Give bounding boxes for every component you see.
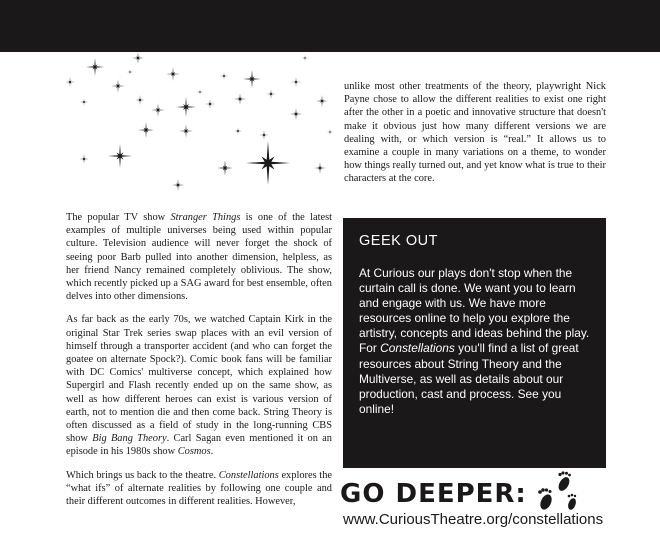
star-shape (86, 58, 104, 76)
star-shape (65, 77, 75, 87)
star-shape (132, 52, 144, 64)
star-shape (234, 93, 246, 105)
footprints-icon (532, 470, 582, 514)
text: The popular TV show (66, 212, 171, 223)
text: is one of the latest examples of multiple universes being used within popular culture. Television audience will never forget the shock of seeing poor Barb pulled into another dimension, helpless, as her friend Nancy remained completely oblivious. The show, which recently picked up a SAG award for best ensemble, often delves into other dimensions. (66, 212, 333, 303)
star-shape (197, 89, 203, 95)
text: As far back as the early 70s, we watched Captain Kirk in the original Star Trek series swap places with an evil version of himself through a transporter accident (and who can forget the goatee on alternate Spock?). Comic book fans will be familiar with DC Comics' multiverse concept, which explained how Supergirl and Flash recently ended up on the same show, as well as how different heroes can exist is various version of earth, not to mention die and then come back. String Theory is often discussed as a field of study in the long-running CBS show (66, 314, 332, 445)
text: . (210, 446, 214, 458)
star-shape (111, 79, 125, 93)
right-article-column (344, 80, 606, 196)
star-shape (246, 141, 290, 185)
star-shape (127, 69, 133, 75)
paragraph-constellations (66, 469, 332, 509)
paragraph-star-trek (66, 313, 332, 458)
star-shape (80, 98, 88, 106)
text: At Curious our plays don't stop when the curtain call is done. We want you to learn and engage with us. We have more resources online to help you explore the artistry, concepts and ideas behind the play. For (359, 266, 590, 356)
star-shape (259, 130, 269, 140)
website-url[interactable]: www.CuriousTheatre.org/constellations (343, 511, 604, 528)
star-shape (166, 67, 180, 81)
text: . Carl Sagan even mentioned it on an episode in his 1980s show (66, 433, 332, 458)
star-shape (179, 124, 193, 138)
star-shape (151, 103, 165, 117)
star-shape (79, 154, 89, 164)
paragraph-nick-payne: unlike most other treatments of the theory, playwright Nick Payne chose to allow the different realities to exist one right after the other in a poetic and innovative structure that doesn't make it obvious just how many different versions we are dealing with, or which version is “real.” It allows us to examine a couple in many variations on a theme, to wonder how things really turned out, and yet know what is true to their characters at the core. (344, 81, 606, 185)
star-shape (135, 95, 145, 105)
show-title: Cosmos (177, 446, 211, 458)
show-title: Stranger Things (170, 212, 241, 223)
text: explores the “what ifs” of alternate realities by following one couple and their different outcomes in different realities. However, (66, 469, 332, 508)
play-title: Constellations (380, 341, 455, 356)
star-shape (220, 72, 228, 80)
star-shape (316, 95, 328, 107)
star-shape (266, 89, 276, 99)
text: Which brings us back to the theatre. (66, 469, 219, 481)
text: you'll find a list of great resources about String Theory and the Multiverse, as well as details about our production, cast and process. See you online! (359, 341, 579, 416)
paragraph-stranger-things (66, 211, 332, 303)
star-shape (314, 162, 326, 174)
play-title: Constellations (218, 469, 279, 481)
star-shape (205, 99, 215, 109)
left-article-column (66, 211, 332, 518)
star-shape (217, 160, 233, 176)
star-shape (243, 70, 261, 88)
top-banner (0, 0, 660, 52)
geek-out-body (359, 266, 592, 417)
star-shape (290, 108, 302, 120)
star-shape (172, 179, 184, 191)
star-shape (176, 97, 196, 117)
star-shape (108, 144, 132, 168)
star-shape (291, 77, 301, 87)
star-shape (234, 127, 242, 135)
geek-out-heading: GEEK OUT (359, 233, 438, 249)
show-title: Big Bang Theory (92, 433, 167, 445)
star-shape (302, 55, 308, 61)
star-shape (138, 122, 154, 138)
geek-out-box (343, 218, 606, 468)
starfield-illustration (0, 52, 345, 202)
star-shape (327, 129, 333, 135)
go-deeper-heading: GO DEEPER: (340, 479, 527, 509)
